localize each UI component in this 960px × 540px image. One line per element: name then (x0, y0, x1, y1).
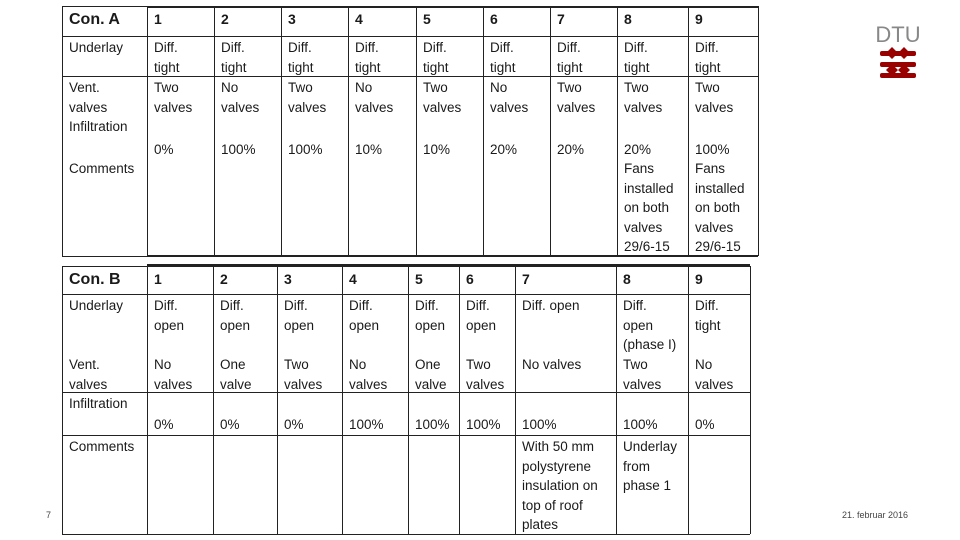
con-a-header: Con. A (69, 11, 120, 28)
con-b-col4-vent: No valves (349, 357, 388, 392)
con-a-col3-comment (281, 157, 348, 159)
con-a-col5-underlay: Diff. tight (423, 40, 449, 75)
con-a-comments-label: Comments (69, 161, 135, 176)
con-b-col7-num: 7 (522, 271, 530, 287)
dtu-logo-text: DTU (875, 22, 921, 47)
con-b-col3-infil: 0% (284, 417, 304, 432)
con-b-col3-num: 3 (284, 271, 292, 287)
con-a-col2-num: 2 (221, 11, 229, 27)
con-b-col1-underlay: Diff. open (154, 298, 185, 333)
con-a-col1-infil: 0% (154, 142, 174, 157)
table-grid-line (688, 266, 689, 534)
con-b-col2-num: 2 (220, 271, 228, 287)
con-a-col7-num: 7 (557, 11, 565, 27)
con-b-col9-underlay: Diff. tight (695, 298, 721, 333)
table-grid-line (416, 6, 417, 256)
table-grid-line (750, 266, 751, 534)
con-b-col4-underlay: Diff. open (349, 298, 380, 333)
table-grid-line (62, 6, 63, 256)
con-a-col7-underlay: Diff. tight (557, 40, 583, 75)
con-a-col2-vent: No valves (221, 80, 260, 115)
table-grid-line (616, 266, 617, 534)
con-b-col2-infil: 0% (220, 417, 240, 432)
table-grid-line (758, 6, 759, 256)
con-a-col9-underlay: Diff. tight (695, 40, 721, 75)
con-a-col8-vent: Two valves (624, 80, 663, 115)
con-b-col9-num: 9 (695, 271, 703, 287)
con-b-col8-infil: 100% (623, 417, 658, 432)
con-b-col8-num: 8 (623, 271, 631, 287)
con-a-col8-comment: Fans installed on both valves 29/6-15 (624, 161, 674, 254)
con-a-col3-vent: Two valves (288, 80, 327, 115)
con-b-col3-vent: Two valves (284, 357, 323, 392)
con-b-infil-label: Infiltration (69, 396, 128, 411)
con-a-col2-comment (214, 157, 281, 159)
con-a-col4-comment (348, 157, 416, 159)
con-a-col5-num: 5 (423, 11, 431, 27)
con-a-col3-underlay: Diff. tight (288, 40, 314, 75)
table-grid-line (277, 266, 278, 534)
table-grid-line (617, 6, 618, 256)
table-grid-line (62, 294, 750, 295)
con-b-col7-vent: No valves (522, 357, 582, 372)
con-a-col4-infil: 10% (355, 142, 383, 157)
table-grid-line (62, 266, 63, 534)
con-b-col5-underlay: Diff. open (415, 298, 446, 333)
table-grid-line (281, 6, 282, 256)
con-b-col6-vent: Two valves (466, 357, 505, 392)
table-grid-line (62, 36, 758, 37)
table-grid-line (348, 6, 349, 256)
con-a-col9-infil: 100% (695, 142, 730, 157)
con-b-col3-underlay: Diff. open (284, 298, 315, 333)
con-a-col4-vent: No valves (355, 80, 394, 115)
con-b-col8-comment: Underlay from phase 1 (623, 439, 678, 493)
dtu-logo-icon (875, 20, 921, 82)
con-b-col6-num: 6 (466, 271, 474, 287)
con-a-col7-vent: Two valves (557, 80, 596, 115)
con-b-col6-infil: 100% (466, 417, 501, 432)
table-grid-line (408, 266, 409, 534)
table-grid-line (342, 266, 343, 534)
con-a-col7-comment (550, 157, 617, 159)
table-grid-line (62, 392, 750, 393)
con-a-col8-num: 8 (624, 11, 632, 27)
con-b-col7-underlay: Diff. open (522, 298, 580, 313)
con-a-col5-infil: 10% (423, 142, 451, 157)
con-b-col1-infil: 0% (154, 417, 174, 432)
con-a-col1-underlay: Diff. tight (154, 40, 180, 75)
table-grid-line (147, 6, 148, 256)
table-grid-line (483, 6, 484, 256)
con-b-col9-infil: 0% (695, 417, 715, 432)
slide-date: 21. februar 2016 (842, 510, 909, 520)
con-b-col1-num: 1 (154, 271, 162, 287)
con-a-col4-underlay: Diff. tight (355, 40, 381, 75)
con-a-col1-vent: Two valves (154, 80, 193, 115)
con-b-col2-underlay: Diff. open (220, 298, 251, 333)
table-grid-line (459, 266, 460, 534)
con-b-col2-vent: One valve (220, 357, 252, 392)
con-a-col6-comment (483, 157, 550, 159)
con-a-col4-num: 4 (355, 11, 363, 27)
table-grid-line (688, 6, 689, 256)
con-a-col9-comment: Fans installed on both valves 29/6-15 (695, 161, 745, 254)
table-grid-line (214, 6, 215, 256)
con-a-col1-num: 1 (154, 11, 162, 27)
con-a-underlay-label: Underlay (69, 40, 124, 55)
con-a-col1-comment (147, 157, 214, 159)
table-grid-line (213, 266, 214, 534)
con-a-vent-infil-label: Vent. valves Infiltration (69, 80, 128, 134)
con-a-col6-vent: No valves (490, 80, 529, 115)
con-b-comments-label: Comments (69, 439, 135, 454)
table-grid-line (515, 266, 516, 534)
con-a-col2-infil: 100% (221, 142, 256, 157)
table-grid-line (62, 534, 750, 535)
con-b-col5-num: 5 (415, 271, 423, 287)
table-grid-line (147, 255, 758, 257)
con-b-col8-vent: Two valves (623, 357, 662, 392)
table-grid-line (550, 6, 551, 256)
con-b-col1-vent: No valves (154, 357, 193, 392)
table-grid-line (62, 76, 758, 77)
con-a-col9-num: 9 (695, 11, 703, 27)
con-b-vent-label: Vent. valves (69, 357, 108, 392)
con-b-col7-infil: 100% (522, 417, 557, 432)
con-b-col5-infil: 100% (415, 417, 450, 432)
con-a-col2-underlay: Diff. tight (221, 40, 247, 75)
con-b-col7-comment: With 50 mm polystyrene insulation on top of roof plates (522, 439, 598, 532)
table-grid-line (62, 266, 750, 267)
con-a-col3-num: 3 (288, 11, 296, 27)
page-number: 7 (46, 510, 52, 520)
con-a-col9-vent: Two valves (695, 80, 734, 115)
con-b-col8-underlay: Diff. open (phase I) (623, 298, 677, 352)
con-b-col4-num: 4 (349, 271, 357, 287)
con-b-col5-vent: One valve (415, 357, 447, 392)
table-grid-line (147, 6, 758, 8)
con-b-header: Con. B (69, 271, 121, 288)
con-a-col6-underlay: Diff. tight (490, 40, 516, 75)
table-grid-line (147, 264, 750, 266)
con-b-col4-infil: 100% (349, 417, 384, 432)
con-a-col8-underlay: Diff. tight (624, 40, 650, 75)
con-b-col9-vent: No valves (695, 357, 734, 392)
con-b-underlay-label: Underlay (69, 298, 124, 313)
table-grid-line (62, 435, 750, 436)
con-a-col7-infil: 20% (557, 142, 585, 157)
con-b-col6-underlay: Diff. open (466, 298, 497, 333)
con-a-col5-vent: Two valves (423, 80, 462, 115)
con-a-col6-num: 6 (490, 11, 498, 27)
con-a-col5-comment (416, 157, 483, 159)
con-a-col8-infil: 20% (624, 142, 652, 157)
table-grid-line (147, 266, 148, 534)
con-a-col6-infil: 20% (490, 142, 518, 157)
con-a-col3-infil: 100% (288, 142, 323, 157)
